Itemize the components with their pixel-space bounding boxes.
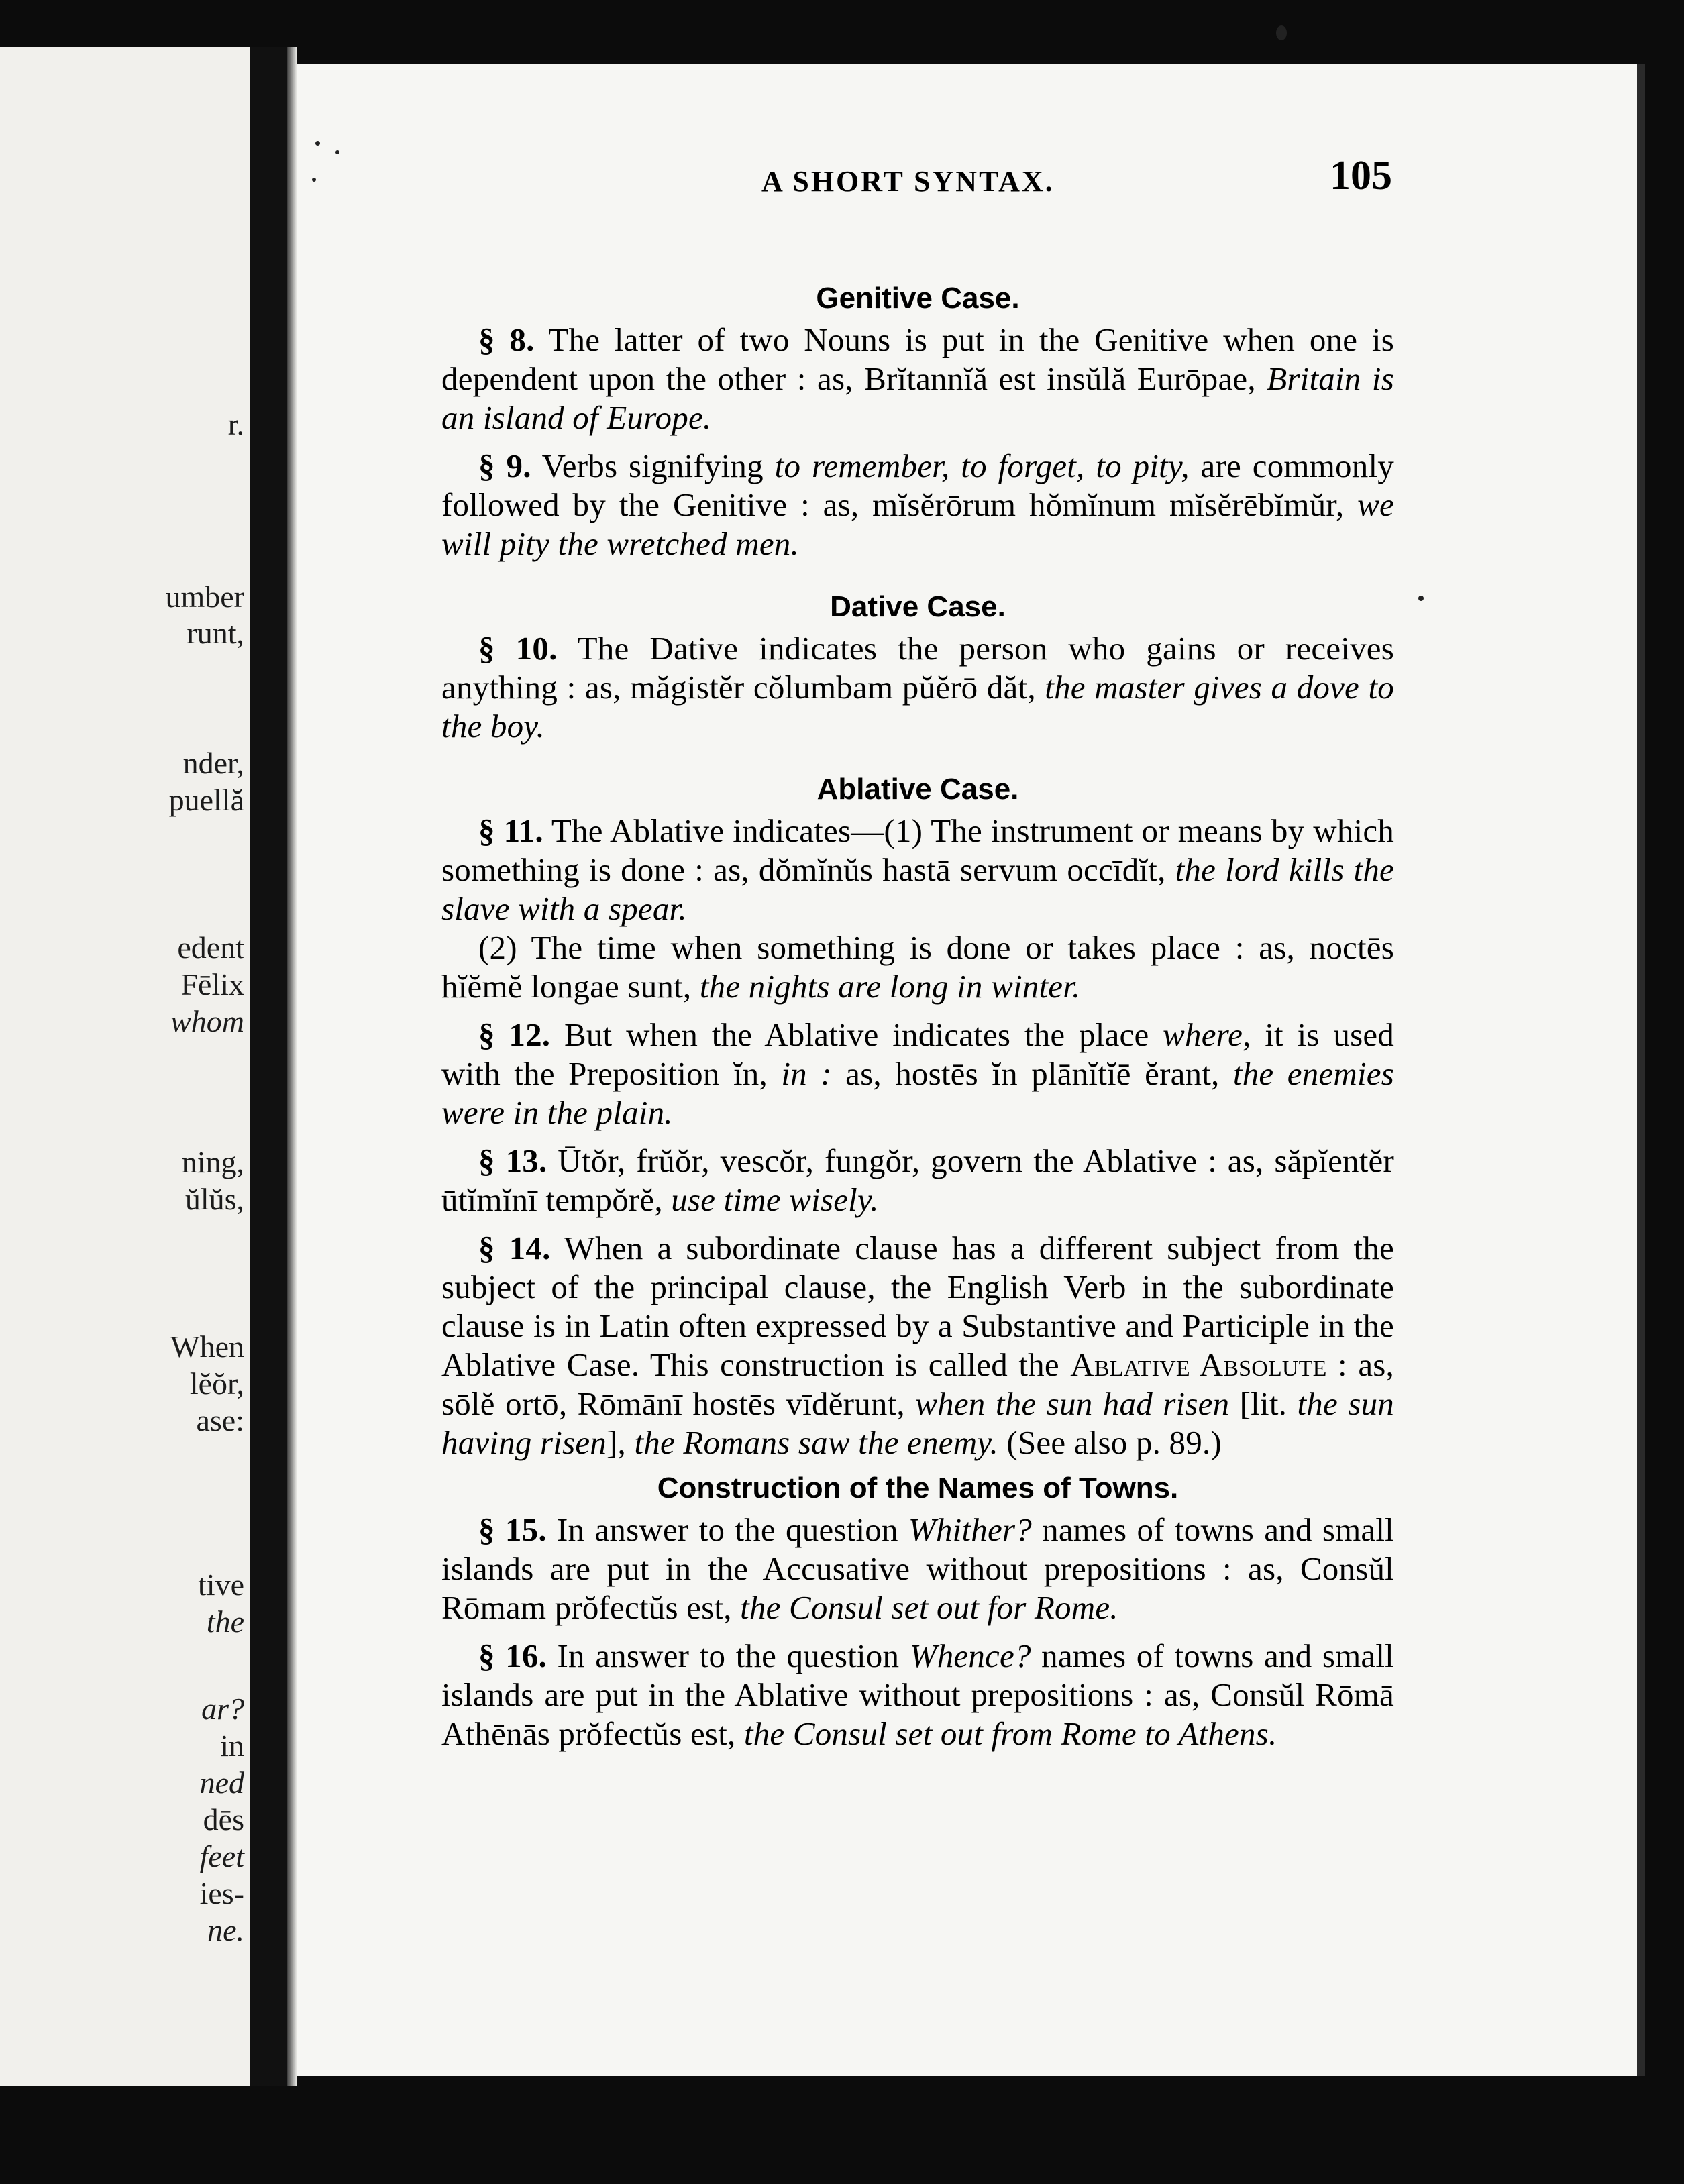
section-number: § 12. — [478, 1016, 551, 1053]
page-curl — [287, 47, 297, 2086]
left-fragment: When — [170, 1329, 244, 1364]
translation: the Consul set out for Rome. — [740, 1589, 1118, 1626]
heading-ablative-case: Ablative Case. — [817, 773, 1019, 806]
translation: we will pity the wretched men. — [441, 486, 1394, 562]
left-fragment: ies- — [199, 1876, 244, 1910]
paragraph-text: Ūtŏr, frŭŏr, vescŏr, fungŏr, govern the Ablative : as, săpĭentĕr ūtĭmĭnī tempŏrĕ, — [441, 1142, 1394, 1218]
left-fragment: runt, — [187, 616, 244, 650]
paragraph-s12 — [441, 1016, 1394, 1132]
translation: use time wisely. — [671, 1181, 879, 1218]
book-gutter — [250, 47, 297, 2086]
paragraph-s9 — [441, 447, 1394, 563]
emphasis: to remember, to forget, to pity, — [774, 447, 1190, 484]
page-number: 105 — [1330, 153, 1392, 199]
paragraph-text: The latter of two Nouns is put in the Genitive when one is dependent upon the other : as, Brĭtannĭă est insŭlă Eurōpae, — [441, 321, 1394, 397]
translation: the master gives a dove to the boy. — [441, 669, 1394, 745]
section-number: § 10. — [478, 630, 558, 667]
translation: Britain is an island of Europe. — [441, 360, 1395, 436]
paragraph-text: names of towns and small islands are put in the Accusative without prepositions : as, Consŭl Rōmam prŏfectŭs est, — [441, 1511, 1394, 1626]
paragraph-text: (See also p. 89.) — [998, 1424, 1222, 1461]
heading-names-of-towns: Construction of the Names of Towns. — [657, 1472, 1179, 1505]
left-fragment: feet — [199, 1839, 244, 1873]
paragraph-text: When a subordinate clause has a different subject from the subject of the principal clause, the English Verb in the subordinate clause is in Latin often expressed by a Substantive and Participle in the Ablative Case. This construction is called the — [441, 1230, 1395, 1383]
paragraph-s15 — [441, 1511, 1394, 1627]
left-fragment: edent — [177, 930, 244, 965]
paragraph-s11-part2 — [441, 928, 1394, 1006]
left-fragment: dēs — [203, 1802, 244, 1837]
paragraph-s16 — [441, 1637, 1394, 1753]
left-fragment: r. — [227, 407, 244, 441]
running-title: A SHORT SYNTAX. — [761, 165, 1055, 198]
paragraph-text: names of towns and small islands are put in the Ablative without prepositions : as, Consŭl Rōmā Athēnās prŏfectŭs est, — [441, 1637, 1394, 1752]
translation: the nights are long in winter. — [699, 968, 1081, 1005]
left-fragment: ning, — [181, 1145, 244, 1179]
page-edge — [1637, 64, 1645, 2076]
heading-genitive-case: Genitive Case. — [816, 282, 1020, 315]
paragraph-text: (2) The time when something is done or takes place : as, noctēs hĭĕmĕ longae sunt, — [441, 929, 1394, 1005]
paragraph-s14 — [441, 1229, 1394, 1462]
translation: the sun having risen — [441, 1385, 1394, 1461]
section-number: § 8. — [478, 321, 535, 358]
left-fragment: in — [220, 1729, 244, 1763]
section-number: § 16. — [478, 1637, 547, 1674]
left-fragment: Fēlix — [180, 967, 244, 1001]
paragraph-text: : as, sōlĕ ortō, Rōmānī hostēs vīdĕrunt, — [441, 1346, 1394, 1422]
paragraph-text: as, hostēs ĭn plānĭtĭē ĕrant, — [831, 1055, 1233, 1092]
paragraph-s11 — [441, 812, 1394, 928]
heading-dative-case: Dative Case. — [830, 590, 1006, 623]
left-fragment: nder, — [182, 746, 244, 780]
left-fragment: ŭlŭs, — [185, 1182, 244, 1216]
paragraph-text: ], — [607, 1424, 635, 1461]
paragraph-text: In answer to the question — [547, 1637, 910, 1674]
section-number: § 14. — [478, 1230, 551, 1266]
left-fragment: ne. — [207, 1913, 244, 1947]
paragraph-text: But when the Ablative indicates the place — [550, 1016, 1163, 1053]
section-number: § 15. — [478, 1511, 547, 1548]
paragraph-text: The Ablative indicates—(1) The instrument or means by which something is done : as, dŏmĭnŭs hastā servum occīdĭt, — [441, 812, 1394, 888]
paragraph-text: it is used with the Preposition ĭn, — [441, 1016, 1394, 1092]
page-header — [466, 153, 1392, 211]
section-number: § 9. — [478, 447, 531, 484]
left-fragment: umber — [165, 580, 244, 614]
paragraph-text: In answer to the question — [546, 1511, 908, 1548]
small-caps-term: Ablative Absolute — [1070, 1346, 1327, 1383]
emphasis: Whither? — [908, 1511, 1032, 1548]
translation: the enemies were in the plain. — [441, 1055, 1394, 1131]
emphasis: where, — [1163, 1016, 1251, 1053]
left-fragment: puellă — [168, 783, 244, 817]
left-fragment: whom — [170, 1004, 244, 1038]
left-fragment: tive — [198, 1568, 244, 1602]
translation: the Consul set out from Rome to Athens. — [743, 1715, 1277, 1752]
emphasis: Whence? — [909, 1637, 1031, 1674]
paragraph-s13 — [441, 1142, 1394, 1219]
translation: when the sun had risen — [915, 1385, 1230, 1422]
left-fragment: ar? — [201, 1692, 244, 1726]
emphasis: in : — [781, 1055, 832, 1092]
section-number: § 11. — [478, 812, 543, 849]
paragraph-s10 — [441, 629, 1394, 746]
section-number: § 13. — [478, 1142, 547, 1179]
translation: the Romans saw the enemy. — [634, 1424, 998, 1461]
paragraph-text: [lit. — [1229, 1385, 1298, 1422]
left-fragment: ned — [199, 1765, 244, 1800]
left-fragment: ase: — [196, 1403, 244, 1437]
left-fragment: the — [206, 1604, 244, 1639]
paragraph-text: The Dative indicates the person who gains or receives anything : as, măgistĕr cŏlumbam pŭĕrō dăt, — [441, 630, 1394, 706]
paragraph-text: Verbs signifying — [531, 447, 775, 484]
paragraph-text: are commonly followed by the Genitive : as, mĭsĕrōrum hŏmĭnum mĭsĕrēbĭmŭr, — [441, 447, 1394, 523]
body-text — [441, 282, 1394, 1763]
translation: the lord kills the slave with a spear. — [441, 851, 1394, 927]
paragraph-s8 — [441, 321, 1394, 437]
left-page-margin — [0, 47, 250, 2086]
left-fragment: lĕŏr, — [189, 1366, 244, 1401]
